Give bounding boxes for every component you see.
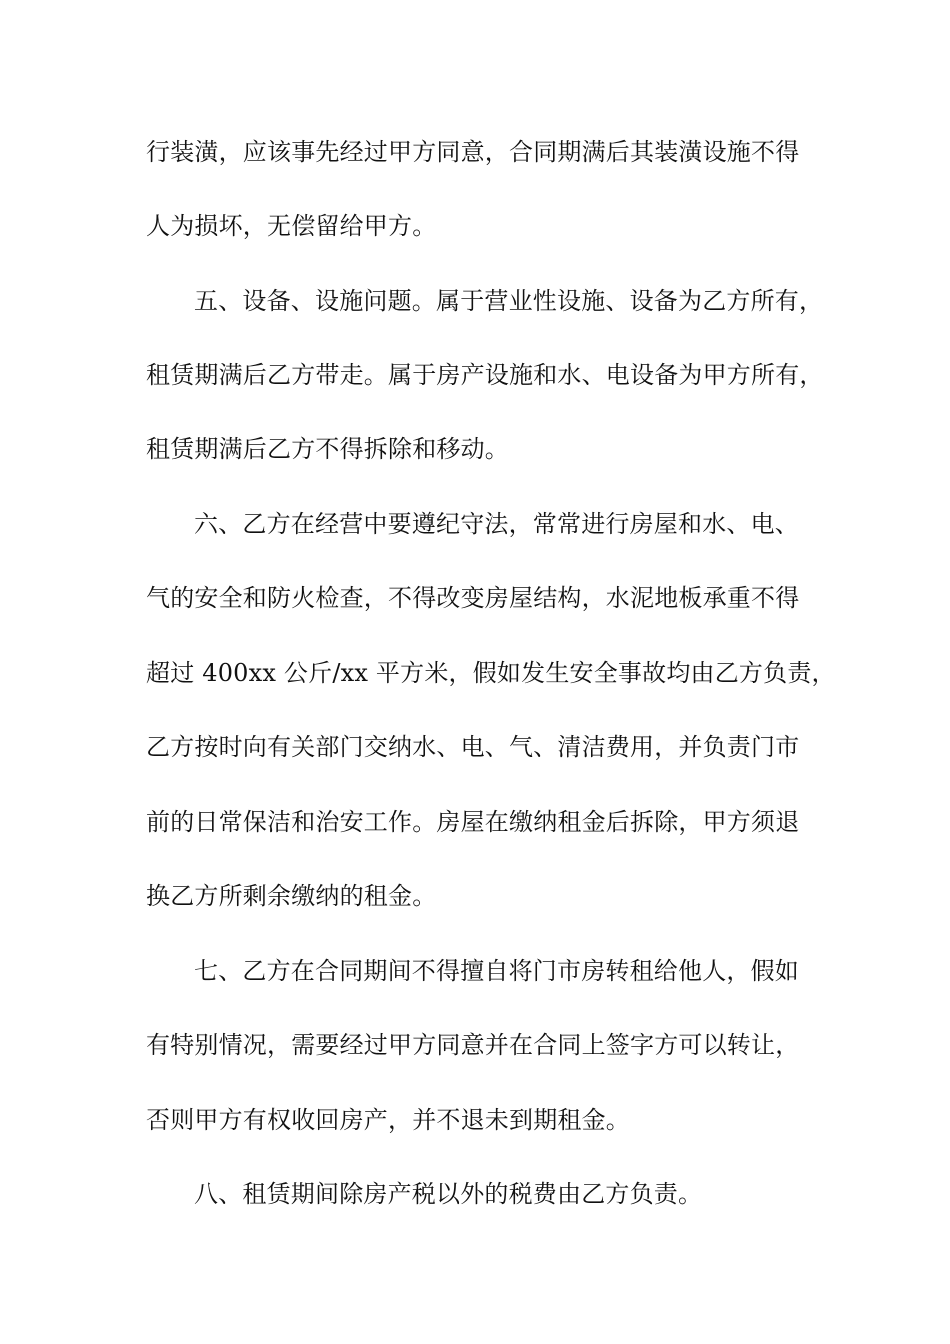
text-line: 前的日常保洁和治安工作。房屋在缴纳租金后拆除，甲方须退: [146, 808, 800, 836]
text-line: 人为损坏，无偿留给甲方。: [146, 212, 437, 240]
paragraph-start-line: 七、乙方在合同期间不得擅自将门市房转租给他人，假如: [194, 957, 799, 985]
text-line: 有特别情况，需要经过甲方同意并在合同上签字方可以转让，: [146, 1031, 800, 1059]
text-line: 超过 400xx 公斤/xx 平方米，假如发生安全事故均由乙方负责，: [146, 659, 836, 687]
text-line: 否则甲方有权收回房产，并不退未到期租金。: [146, 1106, 630, 1134]
paragraph-start-line: 六、乙方在经营中要遵纪守法，常常进行房屋和水、电、: [194, 510, 799, 538]
text-line: 租赁期满后乙方不得拆除和移动。: [146, 435, 509, 463]
text-line: 行装潢，应该事先经过甲方同意，合同期满后其装潢设施不得: [146, 138, 800, 166]
text-line: 租赁期满后乙方带走。属于房产设施和水、电设备为甲方所有，: [146, 361, 824, 389]
paragraph-start-line: 八、租赁期间除房产税以外的税费由乙方负责。: [194, 1180, 703, 1208]
text-line: 乙方按时向有关部门交纳水、电、气、清洁费用，并负责门市: [146, 733, 800, 761]
paragraph-start-line: 五、设备、设施问题。属于营业性设施、设备为乙方所有，: [194, 287, 824, 315]
text-line: 换乙方所剩余缴纳的租金。: [146, 882, 437, 910]
text-line: 气的安全和防火检查，不得改变房屋结构，水泥地板承重不得: [146, 584, 800, 612]
